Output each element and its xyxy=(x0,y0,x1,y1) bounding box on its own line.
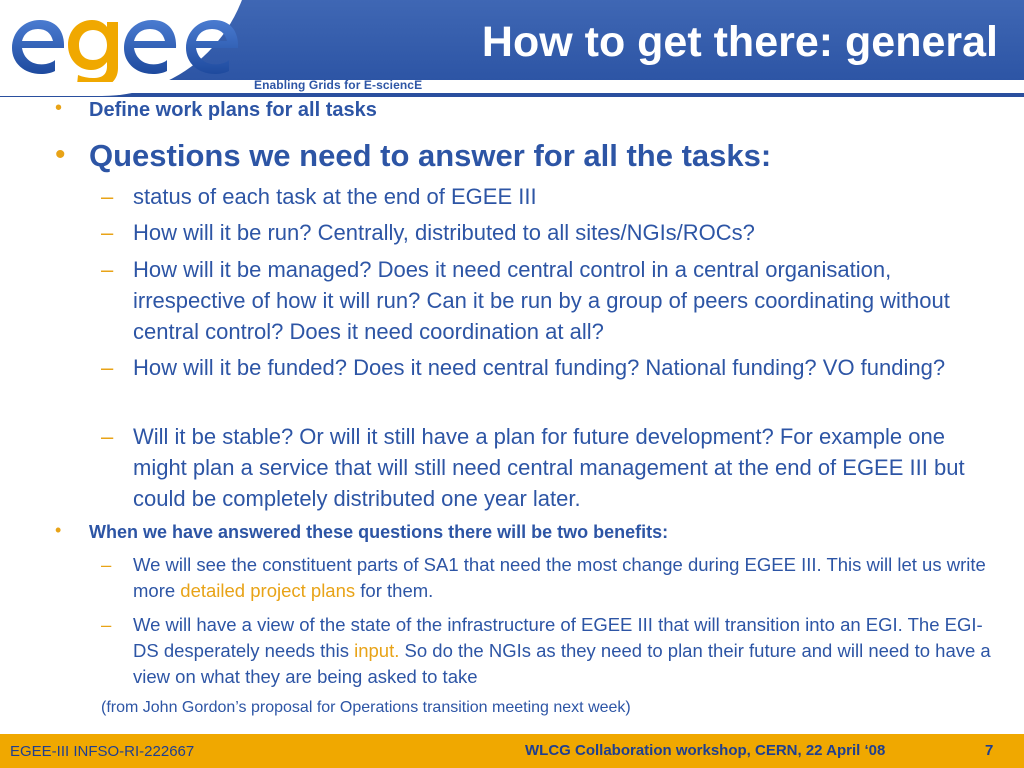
page-number: 7 xyxy=(985,742,994,759)
slide-body xyxy=(0,97,1024,732)
slide-footer xyxy=(0,734,1024,768)
question-item: – How will it be managed? Does it need central control in a central organisation, irrespective of how it will run? Can it be run by a group of peers coordinating without central control? Does it need coordination at all? xyxy=(105,254,995,347)
question-item: – Will it be stable? Or will it still have a plan for future development? For example one might plan a service that will still need central management at the end of EGEE III but could be completely distributed one year later. xyxy=(105,421,995,514)
highlight-text: detailed project plans xyxy=(180,580,356,601)
dash-icon: – xyxy=(101,184,114,209)
slide-header xyxy=(0,0,1024,97)
question-item: – status of each task at the end of EGEE III xyxy=(105,181,995,212)
dash-icon: – xyxy=(101,257,114,282)
source-note: (from John Gordon’s proposal for Operations transition meeting next week) xyxy=(101,699,631,716)
dash-icon: – xyxy=(101,424,114,449)
footer-project-id: EGEE-III INFSO-RI-222667 xyxy=(10,743,195,760)
benefit-item: – We will have a view of the state of the infrastructure of EGEE III that will transition into an EGI. The EGI-DS desperately needs this input. So do the NGIs as they need to plan their future and will need to have a view on what they are being asked to take xyxy=(101,614,991,687)
dash-icon: – xyxy=(101,614,112,635)
egee-logo xyxy=(10,10,240,82)
question-item: – How will it be funded? Does it need central funding? National funding? VO funding? xyxy=(105,352,995,383)
highlight-text: input. xyxy=(354,640,400,661)
question-item: – How will it be run? Centrally, distributed to all sites/NGIs/ROCs? xyxy=(105,217,995,248)
tagline: Enabling Grids for E-sciencE xyxy=(254,78,423,92)
bullet-benefits-heading: When we have answered these questions there will be two benefits: xyxy=(89,522,669,542)
dash-icon: – xyxy=(101,220,114,245)
dash-icon: – xyxy=(101,554,112,575)
bullet-questions-heading: Questions we need to answer for all the tasks: xyxy=(89,138,772,173)
bullet-icon: • xyxy=(55,138,66,171)
bullet-define-work-plans: Define work plans for all tasks xyxy=(89,99,377,121)
bullet-icon: • xyxy=(55,520,62,540)
bullet-icon: • xyxy=(55,97,63,119)
dash-icon: – xyxy=(101,355,114,380)
slide-title: How to get there: general xyxy=(481,18,998,66)
benefit-item: – We will see the constituent parts of SA1 that need the most change during EGEE III. This will let us write more detailed project plans for them. xyxy=(101,554,986,601)
footer-event: WLCG Collaboration workshop, CERN, 22 April ‘08 xyxy=(525,742,886,759)
